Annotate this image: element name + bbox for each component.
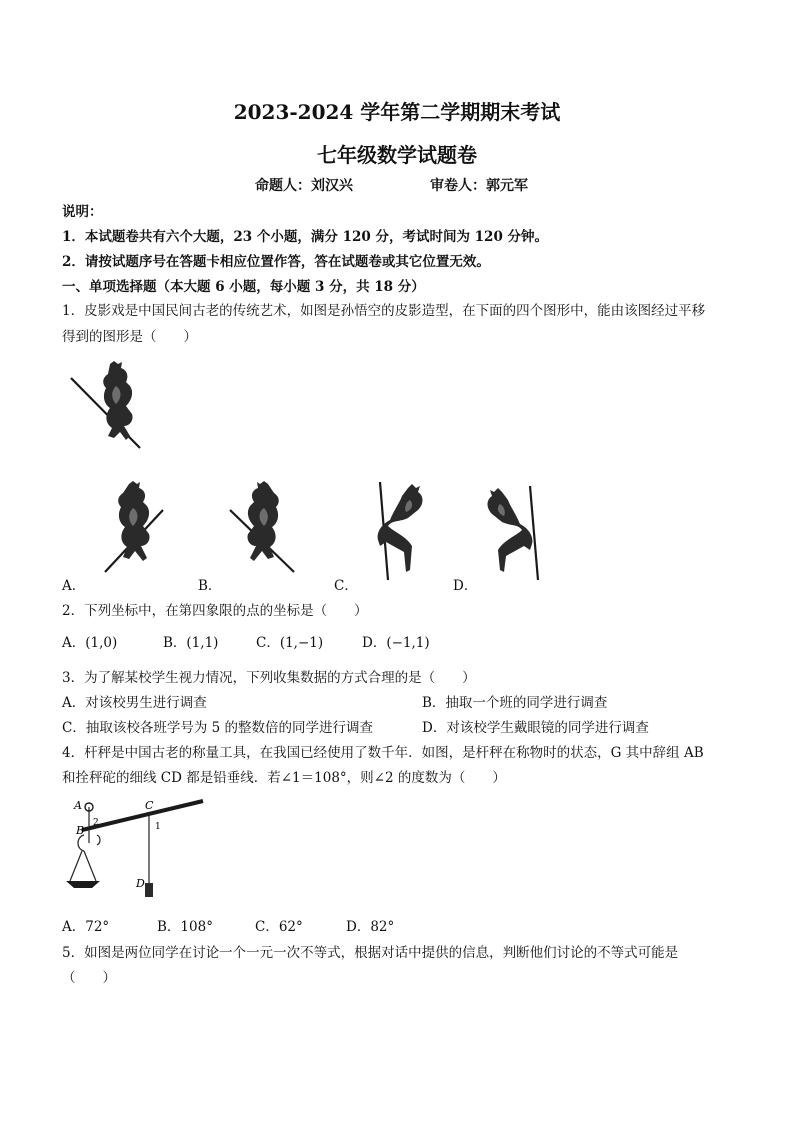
question-1-line-1: 1．皮影戏是中国民间古老的传统艺术，如图是孙悟空的皮影造型，在下面的四个图形中，能由该图经过平移 bbox=[62, 303, 706, 319]
question-2-option-a: A．(1,0) bbox=[62, 635, 118, 651]
question-5-line-1: 5．如图是两位同学在讨论一个一元一次不等式，根据对话中提供的信息，判断他们讨论的不等式可能是 bbox=[62, 945, 679, 961]
question-2-option-d: D．(−1,1) bbox=[362, 635, 430, 651]
option-b-label: B． bbox=[198, 578, 222, 594]
question-4-line-2: 和拴秤砣的细线 CD 都是铅垂线．若∠1＝108°，则∠2 的度数为（ ） bbox=[62, 770, 506, 786]
reviewer-label: 审卷人：郭元军 bbox=[430, 178, 528, 194]
option-a-figure bbox=[95, 480, 165, 585]
question-3-option-b: B．抽取一个班的同学进行调查 bbox=[422, 695, 608, 711]
question-4-option-c: C．62° bbox=[255, 919, 303, 935]
question-3-option-d: D．对该校学生戴眼镜的同学进行调查 bbox=[422, 720, 649, 736]
label-d: D bbox=[136, 877, 145, 890]
question-2-option-b: B．(1,1) bbox=[163, 635, 219, 651]
exam-subtitle: 七年级数学试题卷 bbox=[317, 143, 477, 167]
option-d-figure bbox=[480, 484, 555, 584]
label-c: C bbox=[145, 799, 154, 812]
section-heading: 一、单项选择题（本大题 6 小题，每小题 3 分，共 18 分） bbox=[62, 279, 425, 295]
question-1-line-2: 得到的图形是（ ） bbox=[62, 329, 197, 345]
label-b: B bbox=[76, 824, 85, 837]
option-c-figure bbox=[368, 480, 438, 585]
option-b-figure bbox=[228, 480, 303, 585]
option-d-label: D． bbox=[453, 578, 478, 594]
instruction-item-2: 2．请按试题序号在答题卡相应位置作答，答在试题卷或其它位置无效。 bbox=[62, 254, 490, 270]
label-a: A bbox=[74, 799, 82, 812]
label-two: 2 bbox=[93, 818, 99, 828]
author-label: 命题人：刘汉兴 bbox=[255, 178, 353, 194]
question-3-stem: 3．为了解某校学生视力情况，下列收集数据的方式合理的是（ ） bbox=[62, 670, 476, 686]
question-2-option-c: C．(1,−1) bbox=[256, 635, 324, 651]
option-a-label: A． bbox=[62, 578, 86, 594]
instructions-label: 说明： bbox=[62, 204, 103, 220]
question-2-stem: 2．下列坐标中，在第四象限的点的坐标是（ ） bbox=[62, 603, 368, 619]
question-3-option-c: C．抽取该校各班学号为 5 的整数倍的同学进行调查 bbox=[62, 720, 374, 736]
option-c-label: C． bbox=[334, 578, 358, 594]
instruction-item-1: 1．本试题卷共有六个大题，23 个小题，满分 120 分，考试时间为 120 分钟。 bbox=[62, 229, 549, 245]
question-3-option-a: A．对该校男生进行调查 bbox=[62, 695, 207, 711]
shadow-puppet-figure bbox=[68, 360, 158, 460]
question-5-line-2: （ ） bbox=[62, 970, 116, 986]
question-4-option-a: A．72° bbox=[62, 919, 110, 935]
question-4-option-b: B．108° bbox=[157, 919, 213, 935]
steelyard-figure bbox=[60, 795, 220, 905]
label-one: 1 bbox=[155, 822, 161, 832]
question-4-option-d: D．82° bbox=[346, 919, 395, 935]
exam-title: 2023-2024 学年第二学期期末考试 bbox=[233, 100, 561, 124]
question-4-line-1: 4．杆秤是中国古老的称量工具，在我国已经使用了数千年．如图，是杆秤在称物时的状态，G 其中辞组 AB bbox=[62, 745, 704, 761]
